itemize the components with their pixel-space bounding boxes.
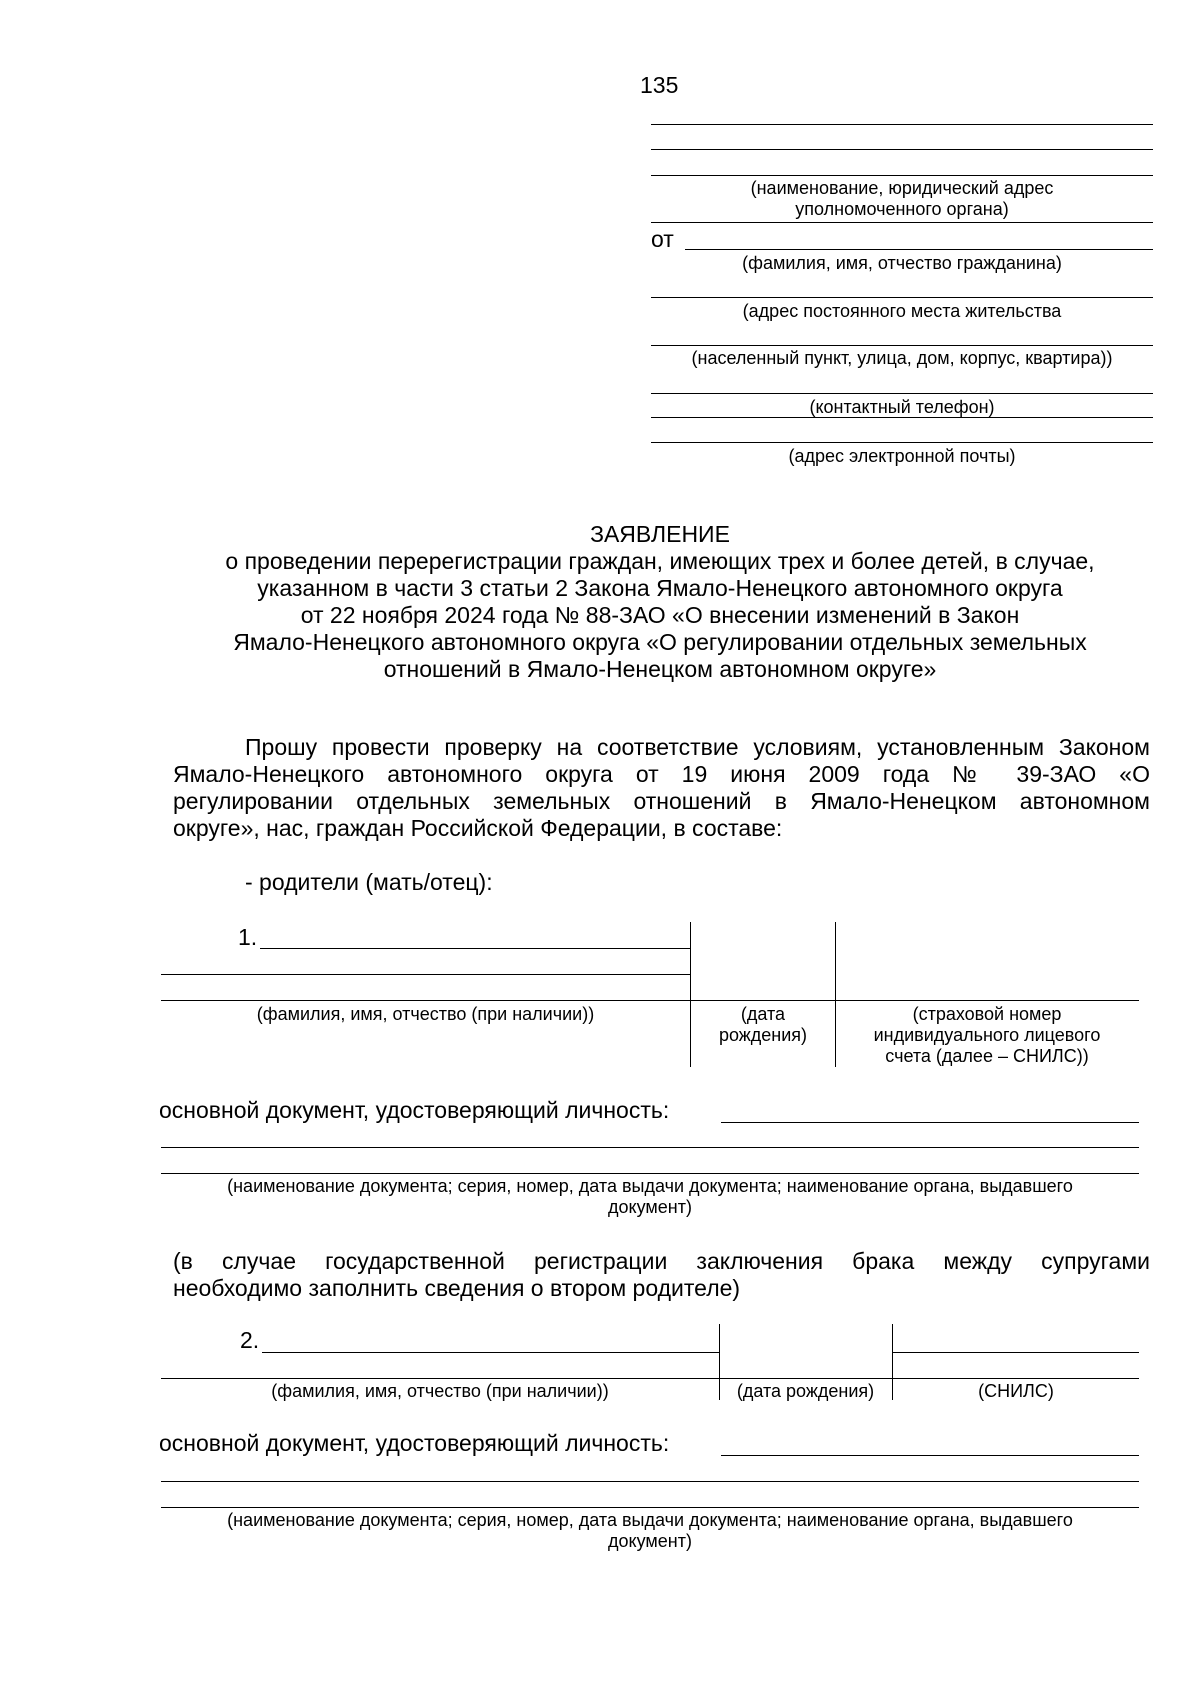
page-number: 135 [640,72,679,98]
marriage-note [173,1248,1150,1302]
title-heading: ЗАЯВЛЕНИЕ [590,521,730,547]
parent-1-dob-field[interactable] [692,925,834,999]
phone-line[interactable] [651,393,1153,394]
parent-2-snils-caption: (СНИЛС) [978,1381,1054,1401]
phone-caption: (контактный телефон) [809,397,995,417]
applicant-name-line[interactable] [685,249,1153,250]
title-line-1: о проведении перерегистрации граждан, имеющих трех и более детей, в случае, [225,548,1095,574]
request-line-2: Ямало-Ненецкого автономного округа от 19 июня 2009 года № 39-ЗАО «О [173,761,1150,787]
residence-line[interactable] [651,297,1153,298]
parent-1-id-doc-line-3[interactable] [161,1173,1139,1174]
applicant-name-caption: (фамилия, имя, отчество гражданина) [742,253,1062,273]
authority-line-4[interactable] [651,222,1153,223]
parent-1-dob-caption: (дата рождения) [718,1004,808,1045]
title-line-5: отношений в Ямало-Ненецком автономном округе» [383,656,937,682]
authority-line-3[interactable] [651,175,1153,176]
parent-2-dob-field[interactable] [721,1327,891,1377]
authority-caption-1: (наименование, юридический адрес [750,178,1054,198]
parent-2-table-baseline [161,1378,1139,1379]
parent-1-divider-2 [835,922,836,1067]
parent-1-fio-line-2[interactable] [161,974,690,975]
address-detail-line[interactable] [651,345,1153,346]
parent-2-id-doc-label: основной документ, удостоверяющий личность: [159,1430,670,1456]
parent-1-divider-1 [690,922,691,1067]
parent-1-number: 1. [238,924,258,950]
authority-line-1[interactable] [651,124,1153,125]
residence-caption: (адрес постоянного места жительства [742,301,1062,321]
authority-caption-2: уполномоченного органа) [795,199,1009,219]
parent-1-id-doc-caption: (наименование документа; серия, номер, дата выдачи документа; наименование органа, выдавшего документ) [227,1176,1073,1217]
parent-2-id-doc-caption: (наименование документа; серия, номер, дата выдачи документа; наименование органа, выдавшего документ) [227,1510,1073,1551]
request-line-4: округе», нас, граждан Российской Федерации, в составе: [173,815,783,841]
email-line[interactable] [651,442,1153,443]
parents-label: - родители (мать/отец): [245,869,493,895]
address-detail-caption: (населенный пункт, улица, дом, корпус, квартира)) [691,348,1113,368]
parent-1-fio-caption: (фамилия, имя, отчество (при наличии)) [256,1004,595,1024]
parent-2-id-doc-line-3[interactable] [161,1507,1139,1508]
title-line-2: указанном в части 3 статьи 2 Закона Ямало-Ненецкого автономного округа [257,575,1063,601]
parent-1-id-doc-label: основной документ, удостоверяющий личность: [159,1097,670,1123]
request-line-3: регулировании отдельных земельных отношений в Ямало-Ненецком автономном [173,788,1150,814]
parent-2-id-doc-line-1[interactable] [721,1455,1139,1456]
parent-2-number: 2. [240,1327,260,1353]
email-caption: (адрес электронной почты) [788,446,1016,466]
parent-2-dob-caption: (дата рождения) [736,1381,875,1401]
marriage-note-line-1: (в случае государственной регистрации заключения брака между супругами [173,1248,1150,1274]
parent-2-fio-line-1[interactable] [262,1352,719,1353]
document-title [140,521,1180,683]
phone-underline [651,417,1153,418]
parent-2-id-doc-line-2[interactable] [161,1481,1139,1482]
parent-1-fio-line-1[interactable] [260,948,690,949]
title-line-4: Ямало-Ненецкого автономного округа «О регулировании отдельных земельных [233,629,1087,655]
authority-line-2[interactable] [651,149,1153,150]
parent-1-id-doc-line-1[interactable] [721,1122,1139,1123]
parent-1-table-baseline [161,1000,1139,1001]
request-line-1: Прошу провести проверку на соответствие условиям, установленным Законом [245,734,1150,760]
parent-2-fio-caption: (фамилия, имя, отчество (при наличии)) [271,1381,609,1401]
parent-1-snils-caption: (страховой номер индивидуального лицевого счета (далее – СНИЛС)) [873,1004,1101,1066]
parent-1-id-doc-line-2[interactable] [161,1147,1139,1148]
request-paragraph [173,734,1150,842]
parent-1-snils-field[interactable] [837,925,1137,999]
title-line-3: от 22 ноября 2024 года № 88-ЗАО «О внесении изменений в Закон [300,602,1020,628]
marriage-note-line-2: необходимо заполнить сведения о втором родителе) [173,1275,741,1301]
from-label: от [651,226,674,252]
parent-2-snils-line[interactable] [893,1352,1139,1353]
